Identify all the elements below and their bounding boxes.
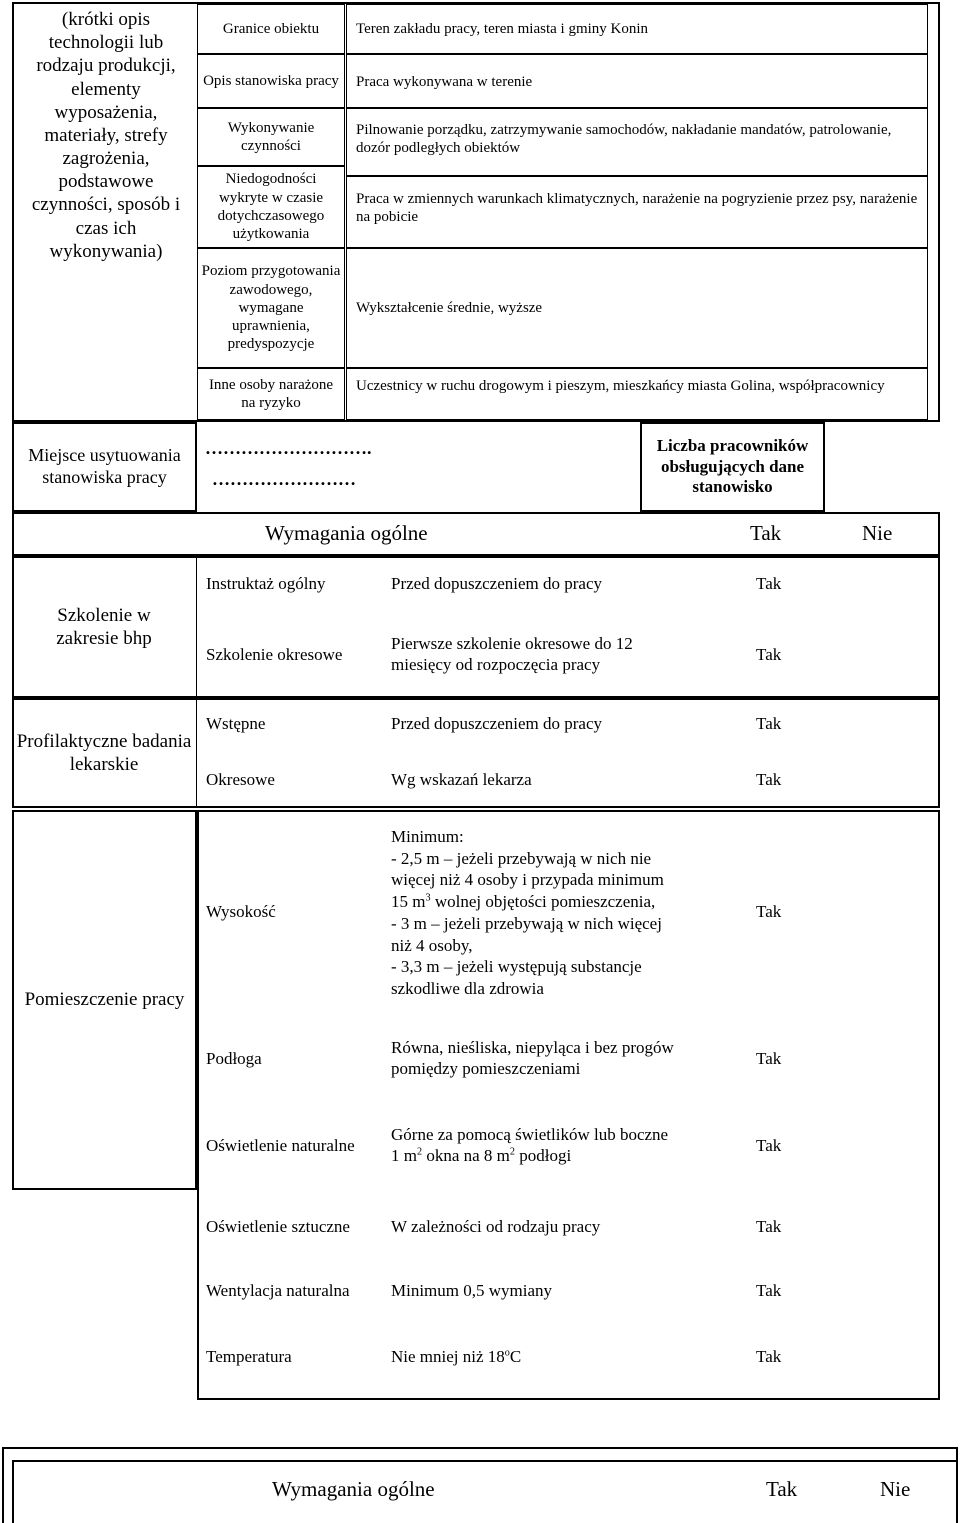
room-temperature-desc	[391, 1347, 521, 1368]
room-natural-light-floor: okna na 8 m	[422, 1145, 510, 1165]
room-floor-yes: Tak	[756, 1049, 782, 1068]
room-height-line-1: Minimum:	[391, 827, 464, 846]
room-height-line-5: - 3 m – jeżeli przebywają w nich więcej	[391, 913, 662, 933]
room-ventilation-desc: Minimum 0,5 wymiany	[391, 1281, 553, 1300]
value-qualification-level: Wykształcenie średnie, wyższe	[356, 300, 543, 316]
label-object-boundaries: Granice obiektu	[222, 20, 320, 37]
value-other-persons-at-risk: Uczestnicy w ruchu drogowym i pieszym, mieszkańcy miasta Golina, współpracownicy	[356, 378, 885, 394]
value-activities: Pilnowanie porządku, zatrzymywanie samochodów, nakładanie mandatów, patrolowanie, dozór podległych obiektów	[356, 122, 892, 157]
room-temperature-degree: o	[504, 1347, 510, 1359]
room-temperature-yes: Tak	[756, 1347, 782, 1366]
requirements-header-no: Nie	[862, 521, 893, 545]
room-temperature-value: Nie mniej niż 18	[391, 1347, 505, 1366]
room-natural-light-sup-2: 2	[509, 1146, 515, 1158]
room-natural-light-end: podłogi	[515, 1145, 572, 1165]
room-natural-light-sup-1: 2	[416, 1146, 423, 1158]
medical-item-1-desc: Przed dopuszczeniem do pracy	[391, 714, 602, 733]
training-item-1-yes: Tak	[756, 574, 782, 593]
room-height-line-2: - 2,5 m – jeżeli przebywają w nich nie	[391, 848, 652, 868]
workers-count-label: Liczba pracowników obsługujących dane stanowisko	[656, 435, 809, 497]
room-natural-light-line-2	[391, 1146, 731, 1167]
medical-item-2-yes: Tak	[756, 770, 782, 789]
value-workstation-description: Praca wykonywana w terenie	[356, 74, 533, 90]
value-inconveniences: Praca w zmiennych warunkach klimatycznych, narażenie na pogryzienie przez psy, narażenie na pobicie	[356, 191, 918, 226]
medical-item-1-yes: Tak	[756, 714, 782, 733]
room-ventilation-name: Wentylacja naturalna	[206, 1281, 350, 1300]
room-artificial-light-yes: Tak	[756, 1217, 782, 1236]
room-natural-light-window: 1 m	[391, 1145, 417, 1165]
room-natural-light-line-1: Górne za pomocą świetlików lub boczne	[391, 1125, 669, 1144]
room-artificial-light-desc: W zależności od rodzaju pracy	[391, 1217, 601, 1236]
medical-item-2-name: Okresowe	[206, 770, 275, 789]
requirements-header-title: Wymagania ogólne	[265, 521, 428, 545]
location-dots-line1: ……………………….	[205, 438, 372, 458]
room-height-name: Wysokość	[206, 902, 276, 921]
requirements-header-row	[12, 512, 940, 556]
room-height-line-6: niż 4 osoby,	[391, 935, 473, 955]
value-object-boundaries: Teren zakładu pracy, teren miasta i gminy Konin	[356, 21, 649, 37]
room-natural-light-name: Oświetlenie naturalne	[206, 1136, 355, 1155]
room-floor-desc: Równa, nieśliska, niepyląca i bez progów pomiędzy pomieszczeniami	[391, 1038, 674, 1078]
room-height-yes: Tak	[756, 902, 782, 921]
room-height-line-7: - 3,3 m – jeżeli występują substancje	[391, 957, 642, 977]
label-activities: Wykonywanie czynności	[227, 119, 315, 154]
training-item-2-desc: Pierwsze szkolenie okresowe do 12 miesięcy od rozpoczęcia pracy	[391, 634, 633, 674]
footer-title: Wymagania ogólne	[272, 1477, 435, 1501]
room-artificial-light-name: Oświetlenie sztuczne	[206, 1217, 350, 1236]
room-temperature-unit: C	[509, 1347, 522, 1366]
room-height-volume-text: 15 m	[391, 892, 426, 912]
label-inconveniences: Niedogodności wykryte w czasie dotychczasowego użytkowania	[217, 171, 325, 243]
room-height-desc	[391, 826, 731, 1000]
room-natural-light-yes: Tak	[756, 1136, 782, 1155]
footer-inner-frame	[12, 1460, 958, 1523]
room-ventilation-yes: Tak	[756, 1281, 782, 1300]
room-height-line-8: szkodliwe dla zdrowia	[391, 978, 544, 998]
medical-item-2-desc: Wg wskazań lekarza	[391, 770, 532, 789]
room-floor-name: Podłoga	[206, 1049, 262, 1068]
room-section-label: Pomieszczenie pracy	[24, 989, 185, 1011]
requirements-header-yes: Tak	[750, 521, 782, 545]
room-height-line-4	[391, 891, 731, 913]
room-height-volume-sup: 3	[425, 892, 431, 904]
label-qualification-level: Poziom przygotowania zawodowego, wymagane uprawnienia, predyspozycje	[201, 263, 341, 353]
room-height-volume-rest: wolnej objętości pomieszczenia,	[430, 892, 656, 912]
training-item-2-name: Szkolenie okresowe	[206, 645, 343, 664]
label-workstation-description: Opis stanowiska pracy	[203, 72, 339, 89]
medical-item-1-name: Wstępne	[206, 714, 266, 733]
training-item-2-yes: Tak	[756, 645, 782, 664]
location-label: Miejsce usytuowania stanowiska pracy	[28, 445, 181, 487]
footer-yes: Tak	[766, 1477, 798, 1501]
location-dots-line2: ……………………	[212, 469, 356, 489]
room-natural-light-desc	[391, 1125, 731, 1166]
label-other-persons-at-risk: Inne osoby narażone na ryzyko	[208, 376, 334, 411]
room-temperature-name: Temperatura	[206, 1347, 292, 1366]
training-item-1-desc: Przed dopuszczeniem do pracy	[391, 574, 602, 593]
footer-no: Nie	[880, 1477, 911, 1501]
training-section-label: Szkolenie w zakresie bhp	[56, 604, 152, 649]
training-item-1-name: Instruktaż ogólny	[206, 574, 326, 593]
technology-description-label: (krótki opis technologii lub rodzaju produkcji, elementy wyposażenia, materiały, strefy zagrożenia, podstawowe czynności, sposób i czas ich wykonywania)	[31, 9, 181, 262]
room-height-line-3: więcej niż 4 osoby i przypada minimum	[391, 870, 664, 890]
medical-section-label: Profilaktyczne badania lekarskie	[16, 730, 192, 775]
